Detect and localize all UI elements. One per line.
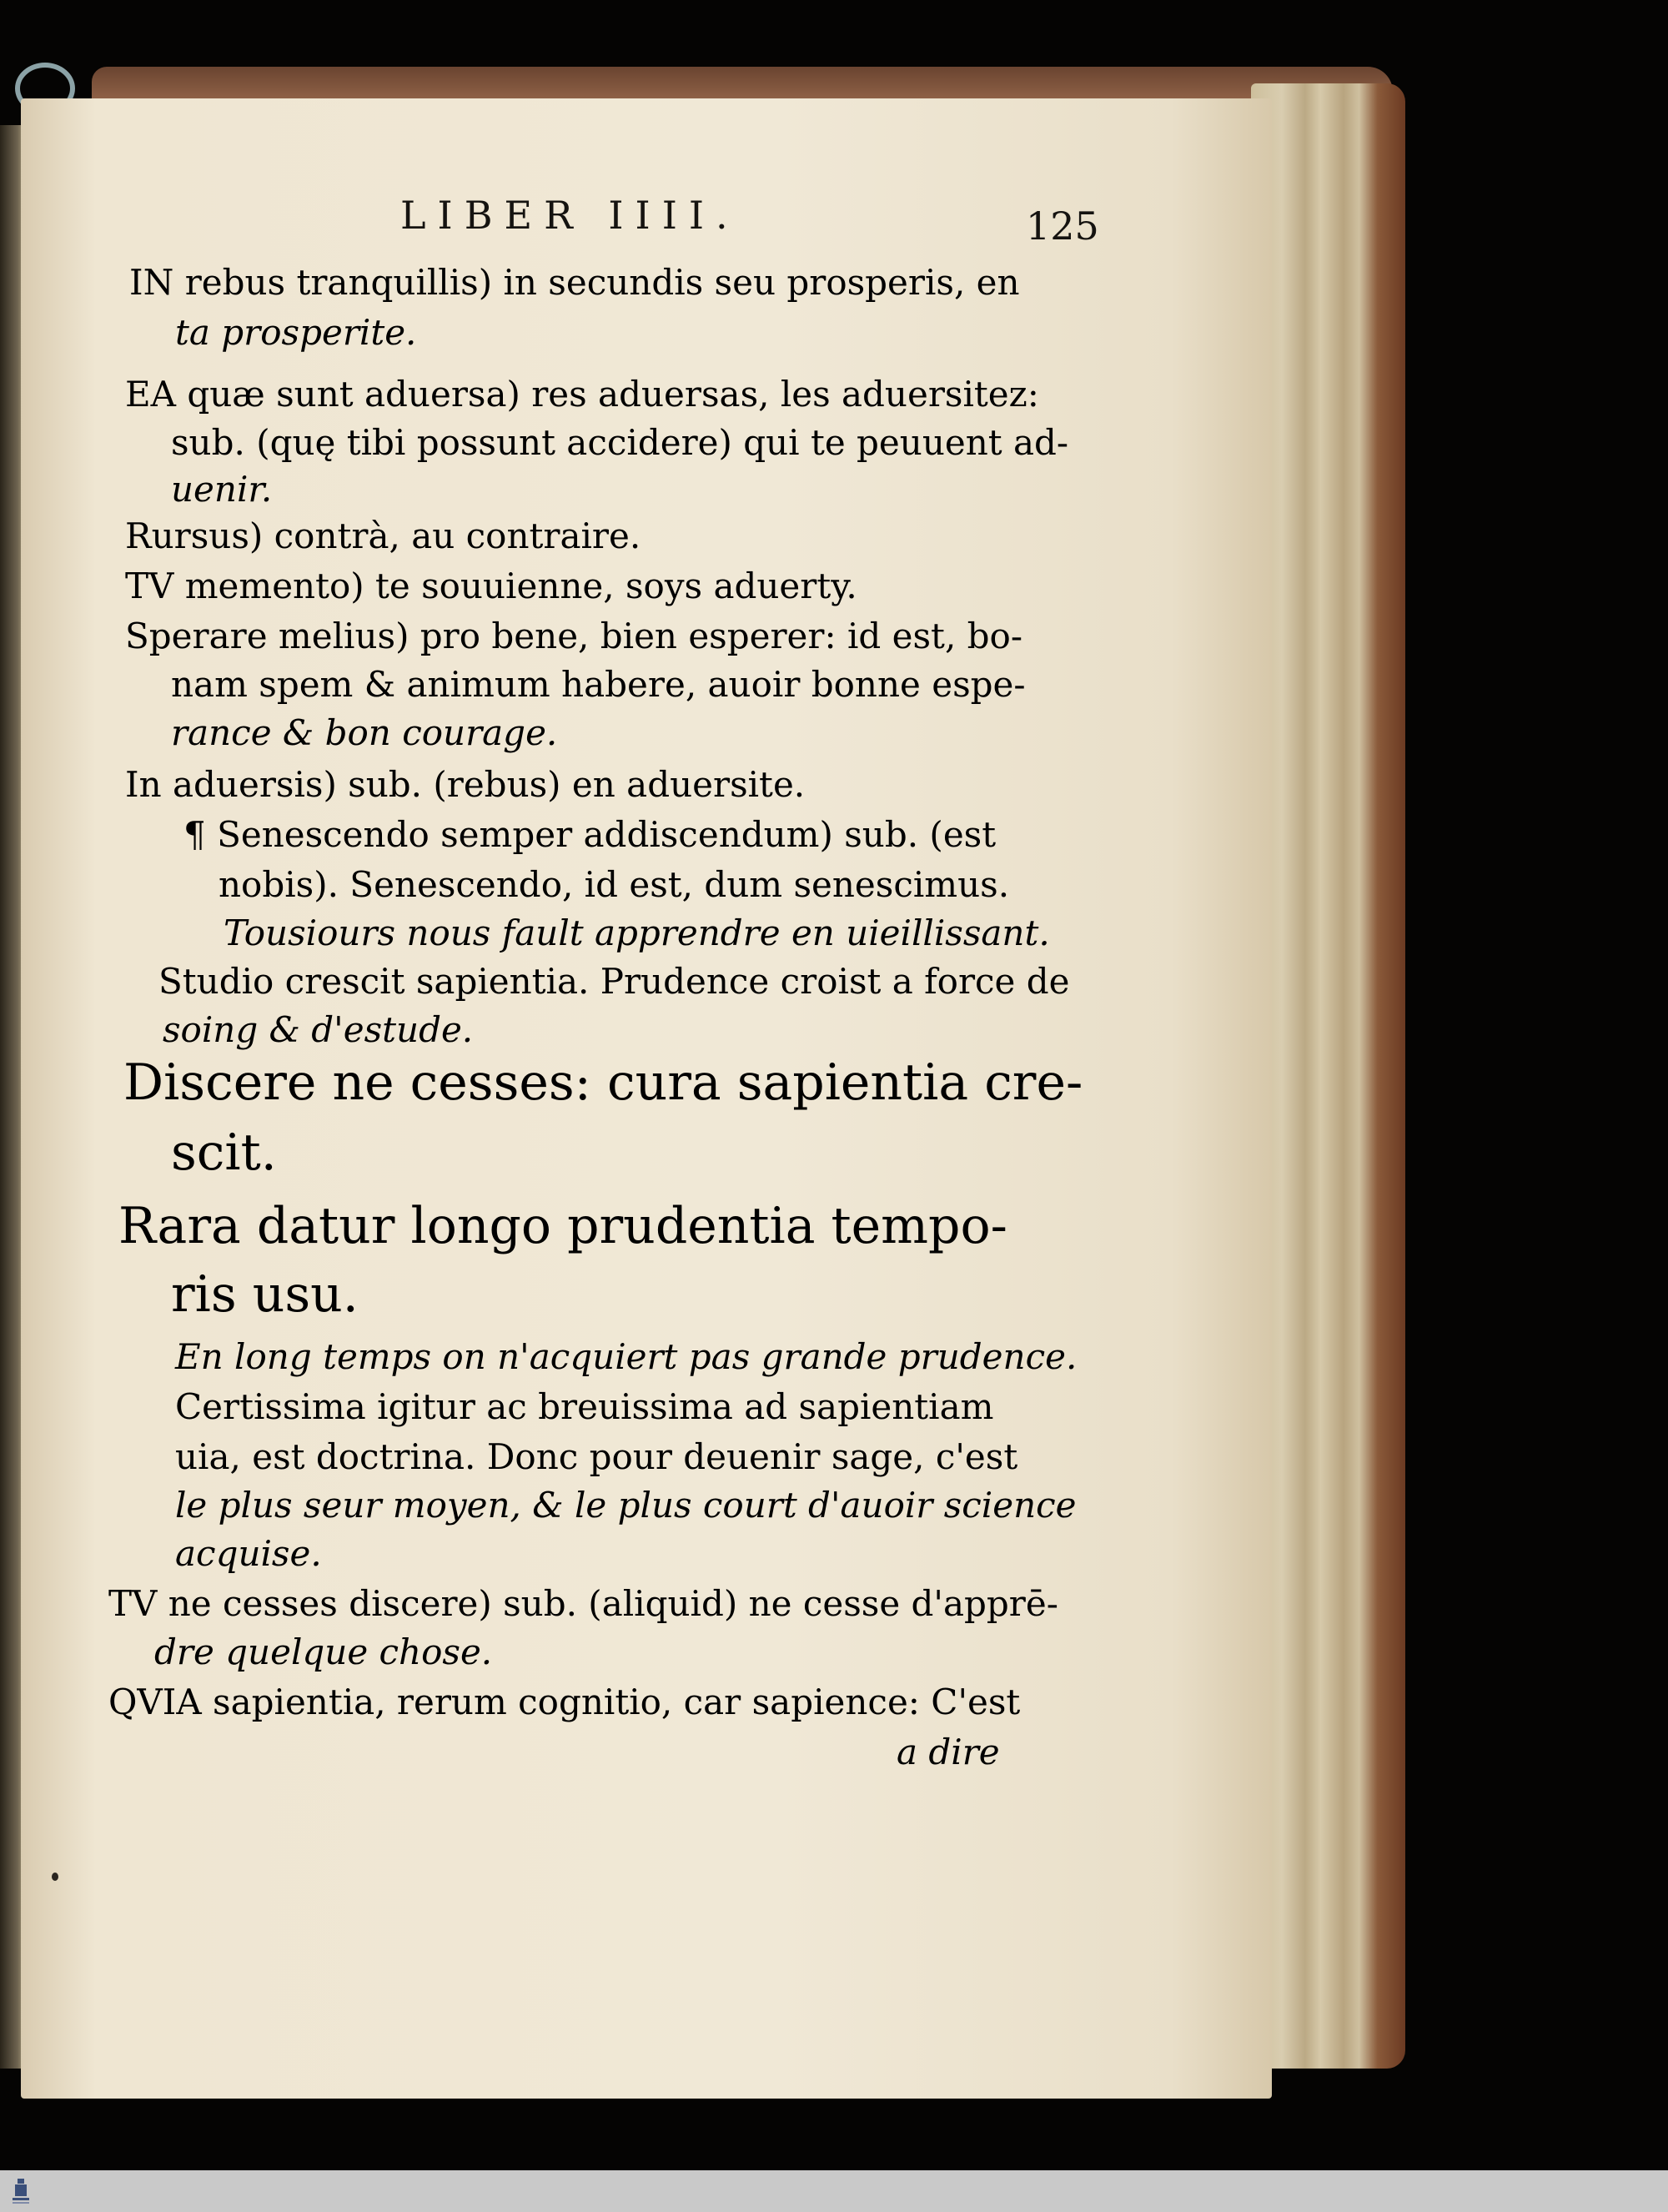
library-logo-icon	[10, 2175, 32, 2207]
text-line: acquise.	[175, 1533, 322, 1574]
text-line: nam spem & animum habere, auoir bonne espe-	[171, 664, 1026, 705]
verse-line: Discere ne cesses: cura sapientia cre-	[123, 1053, 1083, 1112]
text-line: nobis). Senescendo, id est, dum senescimus.	[219, 864, 1010, 905]
page-number: 125	[1026, 204, 1099, 249]
text-line: soing & d'estude.	[163, 1009, 474, 1050]
text-line: ta prosperite.	[175, 312, 417, 353]
viewer-footer-bar	[0, 2170, 1668, 2212]
text-line: Rursus) contrà, au contraire.	[125, 515, 641, 556]
text-line: dre quelque chose.	[154, 1631, 493, 1672]
catchword: a dire	[897, 1732, 1000, 1772]
verse-line: Rara datur longo prudentia tempo-	[118, 1197, 1007, 1255]
text-line: IN rebus tranquillis) in secundis seu prosperis, en	[129, 262, 1020, 303]
text-line: uenir.	[171, 469, 273, 510]
text-line: Certissima igitur ac breuissima ad sapientiam	[175, 1386, 994, 1427]
running-title: LIBER IIII.	[400, 193, 740, 238]
text-line: le plus seur moyen, & le plus court d'auoir science	[175, 1485, 1077, 1526]
text-line: rance & bon courage.	[171, 712, 558, 753]
ink-speck	[52, 1873, 58, 1881]
verse-line: ris usu.	[171, 1265, 359, 1324]
text-line: ¶ Senescendo semper addiscendum) sub. (est	[183, 814, 997, 855]
text-line: TV memento) te souuienne, soys aduerty.	[125, 566, 857, 606]
verse-line: scit.	[171, 1124, 277, 1182]
text-line: uia, est doctrina. Donc pour deuenir sage, c'est	[175, 1436, 1018, 1477]
text-line: Tousiours nous fault apprendre en uieillissant.	[224, 912, 1050, 953]
text-line: En long temps on n'acquiert pas grande prudence.	[175, 1336, 1078, 1377]
text-line: Sperare melius) pro bene, bien esperer: id est, bo-	[125, 616, 1023, 656]
page-edges	[1251, 83, 1405, 2069]
text-line: EA quæ sunt aduersa) res aduersas, les aduersitez:	[125, 374, 1039, 415]
text-line: QVIA sapientia, rerum cognitio, car sapience: C'est	[108, 1682, 1021, 1722]
text-line: Studio crescit sapientia. Prudence croist a force de	[158, 961, 1070, 1002]
text-line: sub. (quę tibi possunt accidere) qui te peuuent ad-	[171, 422, 1069, 463]
text-line: In aduersis) sub. (rebus) en aduersite.	[125, 764, 806, 805]
text-line: TV ne cesses discere) sub. (aliquid) ne cesse d'apprē-	[108, 1583, 1058, 1624]
